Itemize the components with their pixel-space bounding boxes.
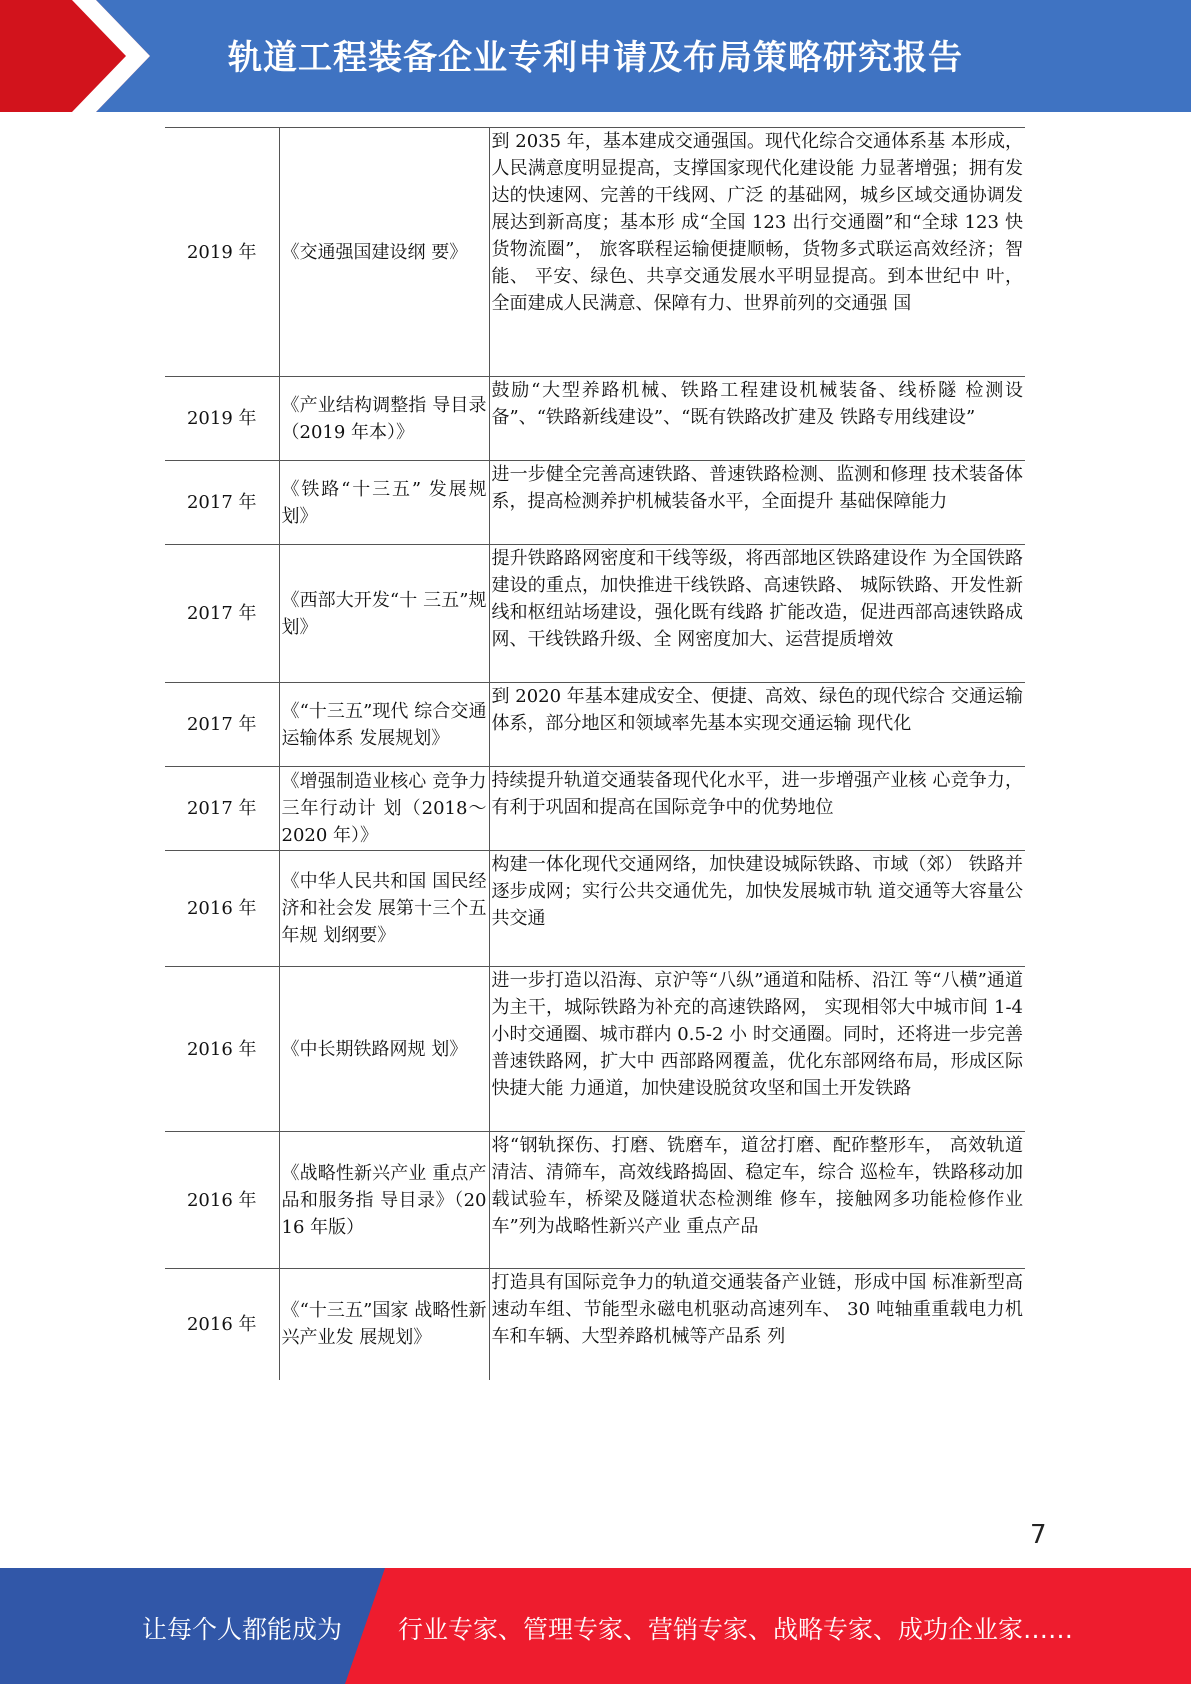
table-row [165,967,1025,1132]
table-row [165,545,1025,683]
year-cell: 2017 年 [165,461,279,545]
footer-slogan-left: 让每个人都能成为 [142,1615,343,1644]
policy-document-cell: 《“十三五”国家 战略性新兴产业发 展规划》 [279,1269,489,1380]
policy-content-cell: 打造具有国际竞争力的轨道交通装备产业链，形成中国 标准新型高速动车组、节能型永磁电机驱动高速列车、 30 吨轴重重载电力机车和车辆、大型养路机械等产品系 列 [489,1269,1025,1380]
policy-content-cell: 鼓励“大型养路机械、铁路工程建设机械装备、线桥隧 检测设备”、“铁路新线建设”、“既有铁路改扩建及 铁路专用线建设” [489,377,1025,461]
policy-document-cell: 《铁路“十三五” 发展规划》 [279,461,489,545]
year-cell: 2019 年 [165,128,279,377]
year-cell: 2017 年 [165,683,279,767]
table-row [165,128,1025,377]
year-cell: 2017 年 [165,545,279,683]
policy-content-cell: 将“钢轨探伤、打磨、铣磨车，道岔打磨、配砟整形车， 高效轨道清洁、清筛车，高效线路捣固、稳定车，综合 巡检车，铁路移动加载试验车，桥梁及隧道状态检测维 修车，接触网多功能检修作业车”列为战略性新兴产业 重点产品 [489,1132,1025,1269]
year-cell: 2017 年 [165,767,279,851]
policy-content-cell: 到 2020 年基本建成安全、便捷、高效、绿色的现代综合 交通运输体系，部分地区和领域率先基本实现交通运输 现代化 [489,683,1025,767]
policy-table [165,127,1025,1380]
policy-content-cell: 到 2035 年，基本建成交通强国。现代化综合交通体系基 本形成，人民满意度明显提高，支撑国家现代化建设能 力显著增强；拥有发达的快速网、完善的干线网、广泛 的基础网，城乡区域交通协调发展达到新高度；基本形 成“全国 123 出行交通圈”和“全球 123 快货物流圈”， 旅客联程运输便捷顺畅，货物多式联运高效经济；智能、 平安、绿色、共享交通发展水平明显提高。到本世纪中 叶，全面建成人民满意、保障有力、世界前列的交通强 国 [489,128,1025,377]
header-banner [0,0,1191,112]
policy-content-cell: 进一步打造以沿海、京沪等“八纵”通道和陆桥、沿江 等“八横”通道为主干，城际铁路为补充的高速铁路网， 实现相邻大中城市间 1-4 小时交通圈、城市群内 0.5-2 小 时交通圈。同时，还将进一步完善普速铁路网，扩大中 西部路网覆盖，优化东部网络布局，形成区际快捷大能 力通道，加快建设脱贫攻坚和国土开发铁路 [489,967,1025,1132]
table-row [165,377,1025,461]
policy-content-cell: 持续提升轨道交通装备现代化水平，进一步增强产业核 心竞争力，有利于巩固和提高在国际竞争中的优势地位 [489,767,1025,851]
policy-document-cell: 《战略性新兴产业 重点产品和服务指 导目录》（2016 年版） [279,1132,489,1269]
table-row [165,767,1025,851]
policy-document-cell: 《产业结构调整指 导目录（2019 年本）》 [279,377,489,461]
policy-document-cell: 《中华人民共和国 国民经济和社会发 展第十三个五年规 划纲要》 [279,851,489,967]
footer-banner [0,1568,1191,1684]
table-row [165,1269,1025,1380]
page-number: 7 [1030,1520,1047,1550]
year-cell: 2016 年 [165,1132,279,1269]
policy-document-cell: 《西部大开发“十 三五”规划》 [279,545,489,683]
footer-slogan-right: 行业专家、管理专家、营销专家、战略专家、成功企业家…… [398,1615,1074,1644]
table-row [165,461,1025,545]
year-cell: 2016 年 [165,851,279,967]
table-row [165,1132,1025,1269]
year-cell: 2016 年 [165,967,279,1132]
policy-document-cell: 《交通强国建设纲 要》 [279,128,489,377]
year-cell: 2016 年 [165,1269,279,1380]
policy-content-cell: 构建一体化现代交通网络，加快建设城际铁路、市域（郊） 铁路并逐步成网；实行公共交通优先，加快发展城市轨 道交通等大容量公共交通 [489,851,1025,967]
policy-content-cell: 进一步健全完善高速铁路、普速铁路检测、监测和修理 技术装备体系，提高检测养护机械装备水平，全面提升 基础保障能力 [489,461,1025,545]
table-row [165,851,1025,967]
policy-document-cell: 《增强制造业核心 竞争力三年行动计 划（2018～2020 年）》 [279,767,489,851]
policy-document-cell: 《“十三五”现代 综合交通运输体系 发展规划》 [279,683,489,767]
report-title: 轨道工程装备企业专利申请及布局策略研究报告 [228,38,963,78]
policy-document-cell: 《中长期铁路网规 划》 [279,967,489,1132]
year-cell: 2019 年 [165,377,279,461]
table-row [165,683,1025,767]
policy-content-cell: 提升铁路路网密度和干线等级，将西部地区铁路建设作 为全国铁路建设的重点，加快推进干线铁路、高速铁路、 城际铁路、开发性新线和枢纽站场建设，强化既有线路 扩能改造，促进西部高速铁路成网、干线铁路升级、全 网密度加大、运营提质增效 [489,545,1025,683]
